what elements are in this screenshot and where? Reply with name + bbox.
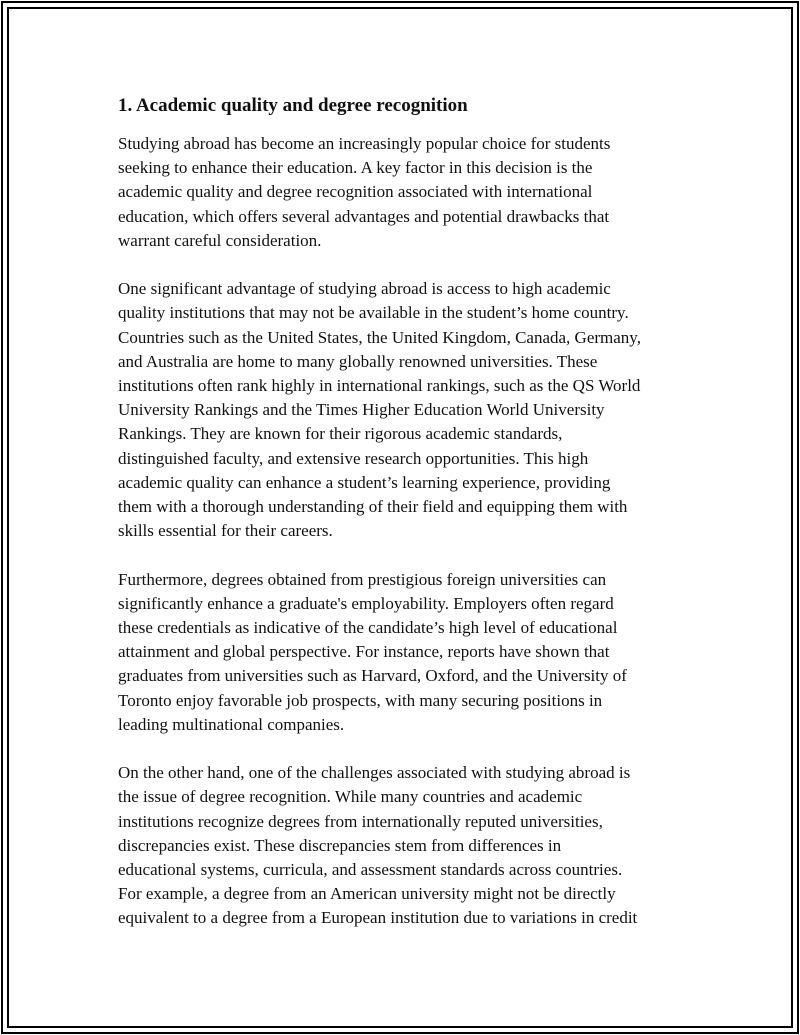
- text-line: graduates from universities such as Harvard, Oxford, and the University of: [118, 666, 627, 686]
- text-line: For example, a degree from an American university might not be directly: [118, 884, 616, 904]
- text-line: equivalent to a degree from a European institution due to variations in credit: [118, 908, 638, 928]
- text-line: Rankings. They are known for their rigorous academic standards,: [118, 424, 563, 444]
- text-line: seeking to enhance their education. A key factor in this decision is the: [118, 158, 593, 178]
- text-line: attainment and global perspective. For instance, reports have shown that: [118, 642, 610, 662]
- text-line: On the other hand, one of the challenges associated with studying abroad is: [118, 763, 631, 783]
- text-line: warrant careful consideration.: [118, 230, 322, 250]
- paragraph-intro: [118, 132, 693, 253]
- text-line: Countries such as the United States, the United Kingdom, Canada, Germany,: [118, 327, 641, 347]
- text-line: discrepancies exist. These discrepancies stem from differences in: [118, 835, 562, 855]
- text-line: academic quality can enhance a student’s learning experience, providing: [118, 472, 611, 492]
- section-heading: 1. Academic quality and degree recognition: [118, 95, 468, 116]
- text-line: them with a thorough understanding of their field and equipping them with: [118, 497, 628, 517]
- text-line: academic quality and degree recognition associated with international: [118, 182, 593, 202]
- paragraph-recognition: [118, 761, 693, 930]
- text-line: quality institutions that may not be available in the student’s home country.: [118, 303, 629, 323]
- text-line: educational systems, curricula, and assessment standards across countries.: [118, 860, 623, 880]
- document-body: [118, 94, 693, 955]
- text-line: education, which offers several advantages and potential drawbacks that: [118, 206, 610, 226]
- text-line: skills essential for their careers.: [118, 521, 333, 541]
- text-line: Toronto enjoy favorable job prospects, with many securing positions in: [118, 690, 603, 710]
- text-line: institutions often rank highly in international rankings, such as the QS World: [118, 376, 641, 396]
- text-line: these credentials as indicative of the candidate’s high level of educational: [118, 618, 618, 638]
- text-line: Studying abroad has become an increasingly popular choice for students: [118, 134, 611, 153]
- text-line: University Rankings and the Times Higher Education World University: [118, 400, 605, 420]
- text-line: and Australia are home to many globally renowned universities. These: [118, 351, 598, 371]
- text-line: Furthermore, degrees obtained from prestigious foreign universities can: [118, 569, 607, 589]
- text-line: leading multinational companies.: [118, 714, 345, 734]
- text-line: distinguished faculty, and extensive research opportunities. This high: [118, 448, 589, 468]
- text-line: significantly enhance a graduate's employability. Employers often regard: [118, 593, 614, 613]
- paragraph-employability: [118, 568, 693, 737]
- paragraph-advantage: [118, 277, 693, 543]
- text-line: One significant advantage of studying abroad is access to high academic: [118, 279, 611, 299]
- text-line: institutions recognize degrees from internationally reputed universities,: [118, 811, 603, 831]
- text-line: the issue of degree recognition. While many countries and academic: [118, 787, 583, 807]
